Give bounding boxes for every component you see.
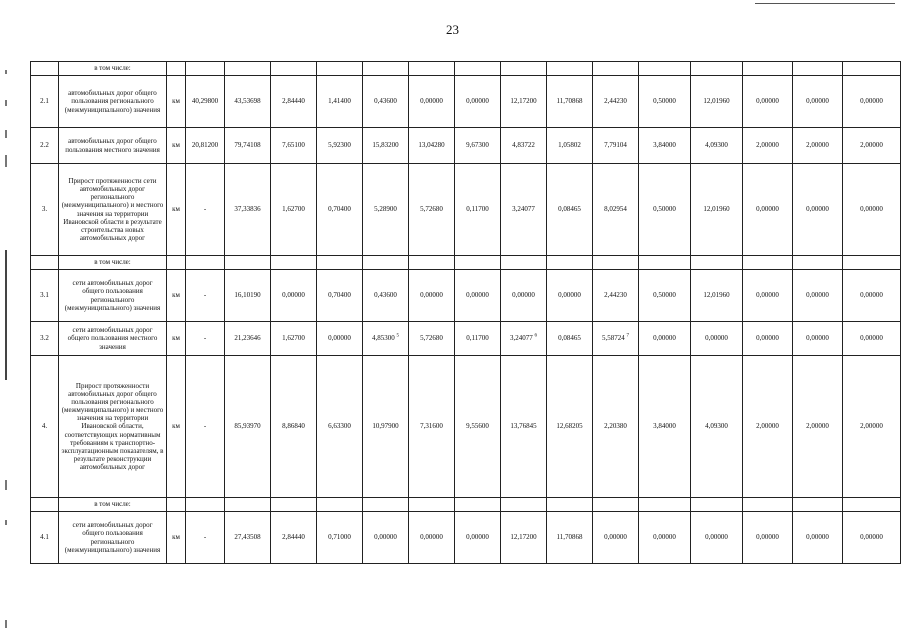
value-cell: 1,62700 — [271, 322, 317, 356]
subheader-label: в том числе: — [59, 498, 167, 512]
value-cell: 0,00000 — [743, 322, 793, 356]
row-number: 4.1 — [31, 512, 59, 564]
value-cell: 4,09300 — [691, 128, 743, 164]
empty-cell — [843, 498, 901, 512]
value-cell: 0,00000 — [455, 270, 501, 322]
value-cell: 0,00000 — [843, 270, 901, 322]
value-cell: 12,01960 — [691, 164, 743, 256]
unit-cell: км — [167, 270, 186, 322]
subheader-row — [31, 498, 901, 512]
empty-cell — [501, 498, 547, 512]
empty-cell — [225, 498, 271, 512]
value-cell: 0,00000 — [691, 322, 743, 356]
value-cell: 2,00000 — [743, 356, 793, 498]
value-cell: 4,83722 — [501, 128, 547, 164]
page-number: 23 — [446, 22, 459, 37]
empty-cell — [793, 498, 843, 512]
empty-cell — [363, 62, 409, 76]
empty-cell — [271, 498, 317, 512]
value-cell: 0,00000 — [743, 164, 793, 256]
empty-cell — [743, 498, 793, 512]
empty-cell — [843, 256, 901, 270]
value-text: 3,24077 — [510, 334, 533, 343]
value-cell: 0,00000 — [793, 76, 843, 128]
base-value-cell: - — [186, 164, 225, 256]
value-cell: 0,08465 — [547, 322, 593, 356]
value-cell: 12,01960 — [691, 76, 743, 128]
value-cell: 3,24077 — [501, 164, 547, 256]
subheader-label: в том числе: — [59, 62, 167, 76]
empty-cell — [547, 498, 593, 512]
base-value-cell: - — [186, 270, 225, 322]
value-cell: 0,11700 — [455, 322, 501, 356]
value-cell: 0,11700 — [455, 164, 501, 256]
value-cell: 13,76845 — [501, 356, 547, 498]
unit-cell: км — [167, 512, 186, 564]
empty-cell — [547, 62, 593, 76]
value-cell: 0,00000 — [843, 512, 901, 564]
empty-cell — [271, 62, 317, 76]
row-number: 2.2 — [31, 128, 59, 164]
value-cell: 6,63300 — [317, 356, 363, 498]
base-value-cell: 20,81200 — [186, 128, 225, 164]
empty-cell — [167, 498, 186, 512]
table-row — [31, 270, 901, 322]
empty-cell — [691, 62, 743, 76]
indicator-description: сети автомобильных дорог общего пользования регионального (межмуниципального) значения — [59, 512, 167, 564]
empty-cell — [639, 256, 691, 270]
indicator-description: сети автомобильных дорог общего пользования регионального (межмуниципального) значения — [59, 270, 167, 322]
base-value-cell: 40,29800 — [186, 76, 225, 128]
empty-cell — [793, 256, 843, 270]
data-table — [30, 61, 901, 564]
empty-cell — [743, 256, 793, 270]
value-cell: 0,00000 — [455, 512, 501, 564]
value-cell: 7,31600 — [409, 356, 455, 498]
value-cell: 0,71000 — [317, 512, 363, 564]
value-cell: 7,79104 — [593, 128, 639, 164]
row-number: 3.2 — [31, 322, 59, 356]
empty-cell — [409, 62, 455, 76]
value-cell: 0,00000 — [501, 270, 547, 322]
base-value-cell: - — [186, 512, 225, 564]
empty-cell — [691, 498, 743, 512]
empty-cell — [593, 256, 639, 270]
empty-cell — [317, 256, 363, 270]
row-number: 3. — [31, 164, 59, 256]
empty-cell — [547, 256, 593, 270]
row-number: 2.1 — [31, 76, 59, 128]
value-cell: 0,00000 — [793, 164, 843, 256]
value-cell: 0,43600 — [363, 270, 409, 322]
value-cell: 0,70400 — [317, 164, 363, 256]
empty-cell — [639, 62, 691, 76]
row-number: 4. — [31, 356, 59, 498]
empty-cell — [455, 62, 501, 76]
empty-cell — [225, 62, 271, 76]
empty-cell — [31, 62, 59, 76]
empty-cell — [317, 498, 363, 512]
value-cell: 0,00000 — [317, 322, 363, 356]
footnote-mark: 7 — [626, 334, 629, 340]
value-cell: 1,62700 — [271, 164, 317, 256]
value-cell: 0,00000 — [743, 76, 793, 128]
empty-cell — [691, 256, 743, 270]
value-cell: 16,10190 — [225, 270, 271, 322]
empty-cell — [793, 62, 843, 76]
value-cell: 0,00000 — [639, 322, 691, 356]
value-cell: 0,00000 — [455, 76, 501, 128]
unit-cell: км — [167, 322, 186, 356]
value-cell: 37,33836 — [225, 164, 271, 256]
value-cell: 15,83200 — [363, 128, 409, 164]
value-cell: 0,00000 — [743, 270, 793, 322]
value-cell: 0,00000 — [409, 270, 455, 322]
empty-cell — [363, 498, 409, 512]
value-cell: 0,00000 — [639, 512, 691, 564]
unit-cell: км — [167, 76, 186, 128]
value-cell: 27,43508 — [225, 512, 271, 564]
top-rule — [755, 3, 895, 4]
value-cell: 13,04280 — [409, 128, 455, 164]
value-cell: 21,23646 — [225, 322, 271, 356]
empty-cell — [186, 62, 225, 76]
value-cell: 79,74108 — [225, 128, 271, 164]
empty-cell — [225, 256, 271, 270]
empty-cell — [409, 256, 455, 270]
unit-cell: км — [167, 356, 186, 498]
value-cell: 9,67300 — [455, 128, 501, 164]
value-cell: 2,00000 — [743, 128, 793, 164]
value-text: 5,58724 — [602, 334, 625, 343]
empty-cell — [639, 498, 691, 512]
table-row — [31, 356, 901, 498]
value-cell: 0,43600 — [363, 76, 409, 128]
empty-cell — [31, 256, 59, 270]
value-cell: 2,00000 — [793, 356, 843, 498]
indicator-description: автомобильных дорог общего пользования регионального (межмуниципального) значения — [59, 76, 167, 128]
subheader-row — [31, 256, 901, 270]
value-cell: 0,08465 — [547, 164, 593, 256]
value-cell: 0,00000 — [793, 322, 843, 356]
empty-cell — [843, 62, 901, 76]
value-cell: 5,92300 — [317, 128, 363, 164]
empty-cell — [409, 498, 455, 512]
footnote-mark: 5 — [396, 334, 399, 340]
value-cell: 0,00000 — [691, 512, 743, 564]
base-value-cell: - — [186, 356, 225, 498]
empty-cell — [501, 256, 547, 270]
value-text: 4,85300 — [372, 334, 395, 343]
empty-cell — [317, 62, 363, 76]
indicator-description: сети автомобильных дорог общего пользования местного значения — [59, 322, 167, 356]
table-row — [31, 128, 901, 164]
value-cell: 1,05802 — [547, 128, 593, 164]
value-cell: 2,84440 — [271, 512, 317, 564]
footnote-mark: 6 — [534, 334, 537, 340]
table-row — [31, 512, 901, 564]
empty-cell — [167, 62, 186, 76]
value-cell: 0,00000 — [843, 322, 901, 356]
indicator-description: автомобильных дорог общего пользования местного значения — [59, 128, 167, 164]
value-cell: 2,44230 — [593, 76, 639, 128]
value-cell: 0,00000 — [793, 270, 843, 322]
empty-cell — [271, 256, 317, 270]
empty-cell — [31, 498, 59, 512]
table-row — [31, 164, 901, 256]
unit-cell: км — [167, 164, 186, 256]
value-cell: 5,72680 — [409, 322, 455, 356]
empty-cell — [167, 256, 186, 270]
value-cell — [363, 322, 409, 356]
value-cell: 5,72680 — [409, 164, 455, 256]
value-cell: 0,50000 — [639, 270, 691, 322]
table-body — [31, 62, 901, 564]
value-cell: 2,00000 — [843, 356, 901, 498]
value-cell: 85,93970 — [225, 356, 271, 498]
value-cell: 0,50000 — [639, 76, 691, 128]
row-number: 3.1 — [31, 270, 59, 322]
value-cell: 2,00000 — [843, 128, 901, 164]
value-cell: 43,53698 — [225, 76, 271, 128]
value-cell: 0,00000 — [843, 164, 901, 256]
value-cell: 0,00000 — [743, 512, 793, 564]
value-cell: 0,50000 — [639, 164, 691, 256]
value-cell: 2,44230 — [593, 270, 639, 322]
empty-cell — [455, 256, 501, 270]
value-cell: 0,00000 — [409, 76, 455, 128]
subheader-row — [31, 62, 901, 76]
value-cell: 11,70868 — [547, 76, 593, 128]
value-cell: 0,00000 — [363, 512, 409, 564]
value-cell: 2,84440 — [271, 76, 317, 128]
empty-cell — [501, 62, 547, 76]
value-cell — [501, 322, 547, 356]
value-cell: 0,00000 — [271, 270, 317, 322]
unit-cell: км — [167, 128, 186, 164]
table-row — [31, 76, 901, 128]
value-cell: 8,86840 — [271, 356, 317, 498]
empty-cell — [743, 62, 793, 76]
value-cell — [593, 322, 639, 356]
table-row — [31, 322, 901, 356]
value-cell: 0,00000 — [547, 270, 593, 322]
value-cell: 2,00000 — [793, 128, 843, 164]
value-cell: 12,17200 — [501, 512, 547, 564]
indicator-description: Прирост протяженности сети автомобильных дорог регионального (межмуниципального) и местного значения на территории Ивановской области в результате строительства новых автомобильных дорог — [59, 164, 167, 256]
empty-cell — [363, 256, 409, 270]
value-cell: 7,65100 — [271, 128, 317, 164]
value-cell: 0,70400 — [317, 270, 363, 322]
value-cell: 3,84000 — [639, 128, 691, 164]
value-cell: 0,00000 — [793, 512, 843, 564]
value-cell: 12,17200 — [501, 76, 547, 128]
value-cell: 2,20380 — [593, 356, 639, 498]
value-cell: 9,55600 — [455, 356, 501, 498]
value-cell: 3,84000 — [639, 356, 691, 498]
indicator-description: Прирост протяженности автомобильных дорог общего пользования регионального (межмуниципального) и местного значения на территории Ивановской области, соответствующих нормативным требованиям к транспортно-эксплуатационным показателям, в результате реконструкции автомобильных дорог — [59, 356, 167, 498]
value-cell: 11,70868 — [547, 512, 593, 564]
value-cell: 12,68205 — [547, 356, 593, 498]
value-cell: 5,28900 — [363, 164, 409, 256]
empty-cell — [593, 62, 639, 76]
value-cell: 1,41400 — [317, 76, 363, 128]
value-cell: 0,00000 — [593, 512, 639, 564]
binding-marks — [5, 60, 11, 635]
value-cell: 8,02954 — [593, 164, 639, 256]
subheader-label: в том числе: — [59, 256, 167, 270]
value-cell: 0,00000 — [843, 76, 901, 128]
empty-cell — [186, 256, 225, 270]
value-cell: 10,97900 — [363, 356, 409, 498]
base-value-cell: - — [186, 322, 225, 356]
empty-cell — [186, 498, 225, 512]
empty-cell — [593, 498, 639, 512]
value-cell: 4,09300 — [691, 356, 743, 498]
value-cell: 12,01960 — [691, 270, 743, 322]
empty-cell — [455, 498, 501, 512]
value-cell: 0,00000 — [409, 512, 455, 564]
